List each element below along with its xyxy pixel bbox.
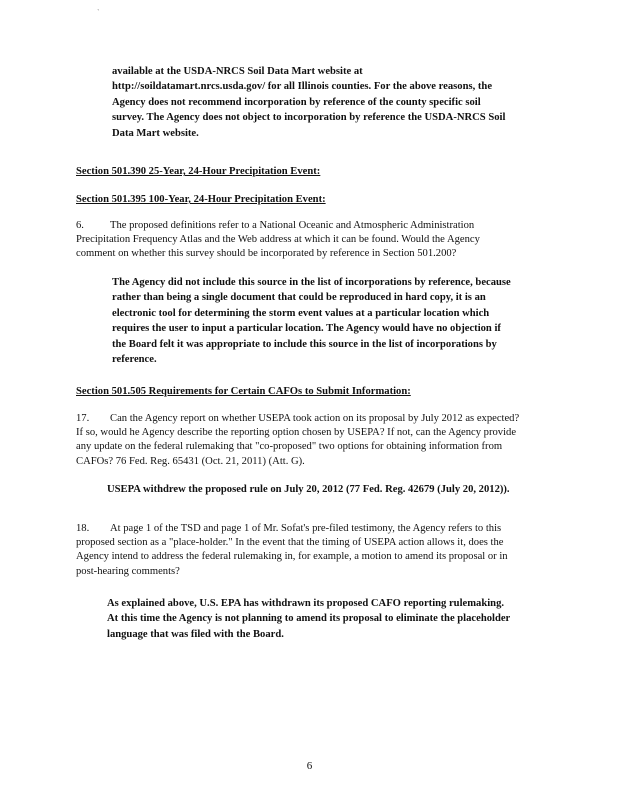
question-18	[76, 522, 520, 579]
question-6-number: 6.	[76, 220, 84, 231]
answer-6: The Agency did not include this source in the list of incorporations by reference, because rather than being a single document that could be reproduced in hard copy, it is an electronic tool for determining the storm event values at a particular location which requires the user to input a particular location. The Agency would have no objection if the Board felt it was appropriate to include this source in the list of incorporations by reference.	[112, 277, 511, 366]
section-heading-501-505: Section 501.505 Requirements for Certain CAFOs to Submit Information:	[76, 386, 411, 397]
section-heading-501-390: Section 501.390 25-Year, 24-Hour Precipitation Event:	[76, 166, 321, 177]
question-17	[76, 412, 520, 469]
answer-soil-data-mart: available at the USDA-NRCS Soil Data Mart website at http://soildatamart.nrcs.usda.gov/ for all Illinois counties. For the above reasons, the Agency does not recommend incorporation by reference of the county specific soil survey. The Agency does not object to incorporation by reference the USDA-NRCS Soil Data Mart website.	[112, 66, 506, 139]
answer-18: As explained above, U.S. EPA has withdrawn its proposed CAFO reporting rulemaking. At this time the Agency is not planning to amend its proposal to eliminate the placeholder language that was filed with the Board.	[107, 598, 511, 640]
page-number: 6	[306, 760, 313, 772]
section-heading-501-395: Section 501.395 100-Year, 24-Hour Precipitation Event:	[76, 194, 326, 205]
question-17-text: Can the Agency report on whether USEPA took action on its proposal by July 2012 as expected? If so, would he Agency describe the reporting option chosen by USEPA? If not, can the Agency provide any update on the federal rulemaking that "co-proposed" two options for obtaining information from CAFOs? 76 Fed. Reg. 65431 (Oct. 21, 2011) (Att. G).	[76, 413, 520, 467]
question-18-text: At page 1 of the TSD and page 1 of Mr. Sofat's pre-filed testimony, the Agency refers to this proposed section as a "place-holder." In the event that the timing of USEPA action allows it, does the Agency intend to address the federal rulemaking in, for example, a motion to amend its proposal or in post-hearing comments?	[76, 523, 508, 577]
question-6-text: The proposed definitions refer to a National Oceanic and Atmospheric Administration Precipitation Frequency Atlas and the Web address at which it can be found. Would the Agency comment on whether this survey should be incorporated by reference in Section 501.200?	[76, 220, 480, 260]
question-6	[76, 219, 520, 262]
page-marker: `	[97, 8, 100, 17]
question-17-number: 17.	[76, 413, 90, 424]
answer-17: USEPA withdrew the proposed rule on July 20, 2012 (77 Fed. Reg. 42679 (July 20, 2012)).	[107, 484, 510, 495]
question-18-number: 18.	[76, 523, 90, 534]
